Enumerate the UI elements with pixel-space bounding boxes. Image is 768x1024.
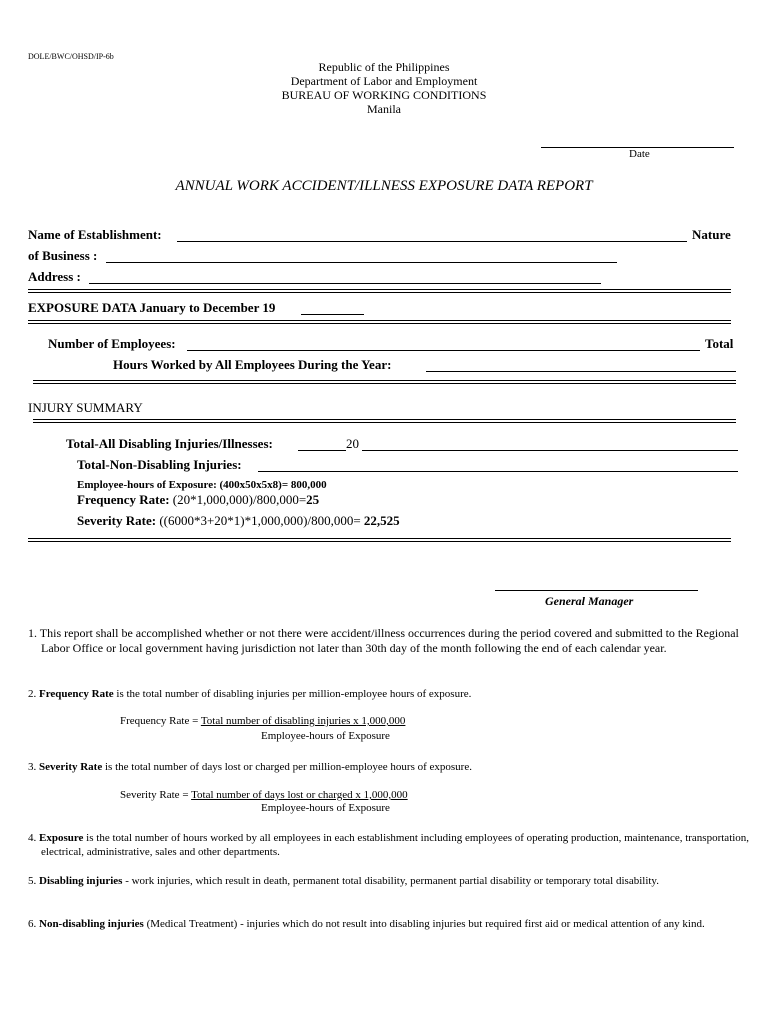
signature-label: General Manager (545, 594, 634, 608)
total-label: Total (705, 336, 734, 351)
note-2-text: is the total number of disabling injuries per million-employee hours of exposure. (116, 688, 472, 700)
establishment-label: Name of Establishment: (28, 227, 162, 242)
nature-field[interactable] (106, 262, 617, 263)
disabling-field-pre[interactable] (298, 450, 346, 451)
hours-label: Hours Worked by All Employees During the Year: (113, 357, 392, 372)
employee-hours-value: 800,000 (290, 479, 327, 491)
note-3-number: 3. (28, 761, 37, 773)
severity-formula-lhs: Severity Rate = (120, 789, 189, 801)
employees-label-text: Number of Employees (48, 336, 172, 351)
severity-formula (120, 789, 408, 801)
header-department: Department of Labor and Employment (290, 74, 478, 88)
note-3-term: Severity Rate (39, 761, 103, 773)
frequency-rate-line (77, 492, 319, 508)
note-4-text: is the total number of hours worked by all employees in each establishment including employees of operating production, maintenance, transportation, electrical, administrative, sales and other departments. (41, 832, 750, 858)
note-5-term: Disabling injuries (39, 875, 123, 887)
frequency-rate-label: Frequency Rate: (77, 492, 170, 507)
note-6 (28, 917, 755, 931)
divider-double (28, 538, 731, 542)
frequency-formula-numerator: Total number of disabling injuries x 1,000,000 (200, 715, 406, 727)
severity-rate-value: 22,525 (363, 513, 400, 528)
address-label: Address : (28, 269, 81, 284)
note-5-number: 5. (28, 875, 37, 887)
employees-label: Number of Employees: (48, 336, 176, 351)
form-code: DOLE/BWC/OHSD/IP-6b (28, 52, 114, 61)
note-1 (28, 626, 755, 656)
divider-double (28, 320, 731, 324)
note-4-term: Exposure (39, 832, 84, 844)
nature-label-part1: Nature (692, 227, 731, 242)
note-2-term: Frequency Rate (39, 688, 114, 700)
non-disabling-label: Total-Non-Disabling Injuries: (77, 457, 242, 472)
note-5 (28, 874, 755, 888)
note-2 (28, 687, 742, 701)
frequency-formula (120, 715, 405, 727)
frequency-rate-formula: (20*1,000,000)/800,000= (172, 492, 307, 507)
note-4 (28, 831, 755, 859)
divider-double (28, 289, 731, 293)
divider-double (33, 419, 736, 423)
agency-header (234, 60, 534, 116)
note-6-text: (Medical Treatment) - injuries which do not result into disabling injuries but required first aid or medical attention of any kind. (146, 918, 705, 930)
note-1-text: This report shall be accomplished whether or not there were accident/illness occurrences during the period covered and submitted to the Regional Labor Office or local government having jurisdiction not later than 30th day of the month following the end of each calendar year. (39, 626, 739, 655)
frequency-rate-value: 25 (306, 492, 320, 507)
note-5-text: - work injuries, which result in death, permanent total disability, permanent partial disability or temporary total disability. (125, 875, 659, 887)
header-city: Manila (367, 102, 401, 116)
report-title: ANNUAL WORK ACCIDENT/ILLNESS EXPOSURE DATA REPORT (175, 178, 593, 194)
note-1-number: 1. (28, 626, 37, 640)
frequency-formula-denominator: Employee-hours of Exposure (261, 730, 390, 742)
employees-field[interactable] (187, 350, 700, 351)
note-4-number: 4. (28, 832, 37, 844)
severity-rate-line (77, 513, 400, 529)
note-3 (28, 760, 742, 774)
date-label: Date (629, 148, 650, 160)
header-bureau: BUREAU OF WORKING CONDITIONS (281, 88, 487, 102)
disabling-label: Total-All Disabling Injuries/Illnesses: (66, 436, 273, 451)
note-6-number: 6. (28, 918, 37, 930)
disabling-field-post[interactable] (362, 450, 738, 451)
exposure-label: EXPOSURE DATA January to December 19 (28, 300, 276, 315)
employee-hours-line (77, 479, 327, 491)
severity-formula-denominator: Employee-hours of Exposure (261, 802, 390, 814)
divider-double (33, 380, 736, 384)
injury-summary-heading: INJURY SUMMARY (28, 400, 143, 415)
header-republic: Republic of the Philippines (318, 60, 450, 74)
signature-line[interactable] (495, 590, 698, 591)
non-disabling-field[interactable] (258, 471, 738, 472)
severity-rate-label: Severity Rate: (77, 513, 157, 528)
establishment-field[interactable] (177, 241, 687, 242)
hours-field[interactable] (426, 371, 736, 372)
employee-hours-label: Employee-hours of Exposure: (400x50x5x8)= (77, 479, 289, 491)
nature-label-part2: of Business : (28, 248, 98, 263)
year-field[interactable] (301, 314, 364, 315)
frequency-formula-lhs: Frequency Rate = (120, 715, 199, 727)
note-2-number: 2. (28, 688, 37, 700)
note-3-text: is the total number of days lost or charged per million-employee hours of exposure. (104, 761, 472, 773)
severity-rate-formula: ((6000*3+20*1)*1,000,000)/800,000= (159, 513, 361, 528)
disabling-value: 20 (346, 436, 359, 451)
note-6-term: Non-disabling injuries (39, 918, 144, 930)
severity-formula-numerator: Total number of days lost or charged x 1,000,000 (191, 789, 408, 801)
address-field[interactable] (89, 283, 601, 284)
